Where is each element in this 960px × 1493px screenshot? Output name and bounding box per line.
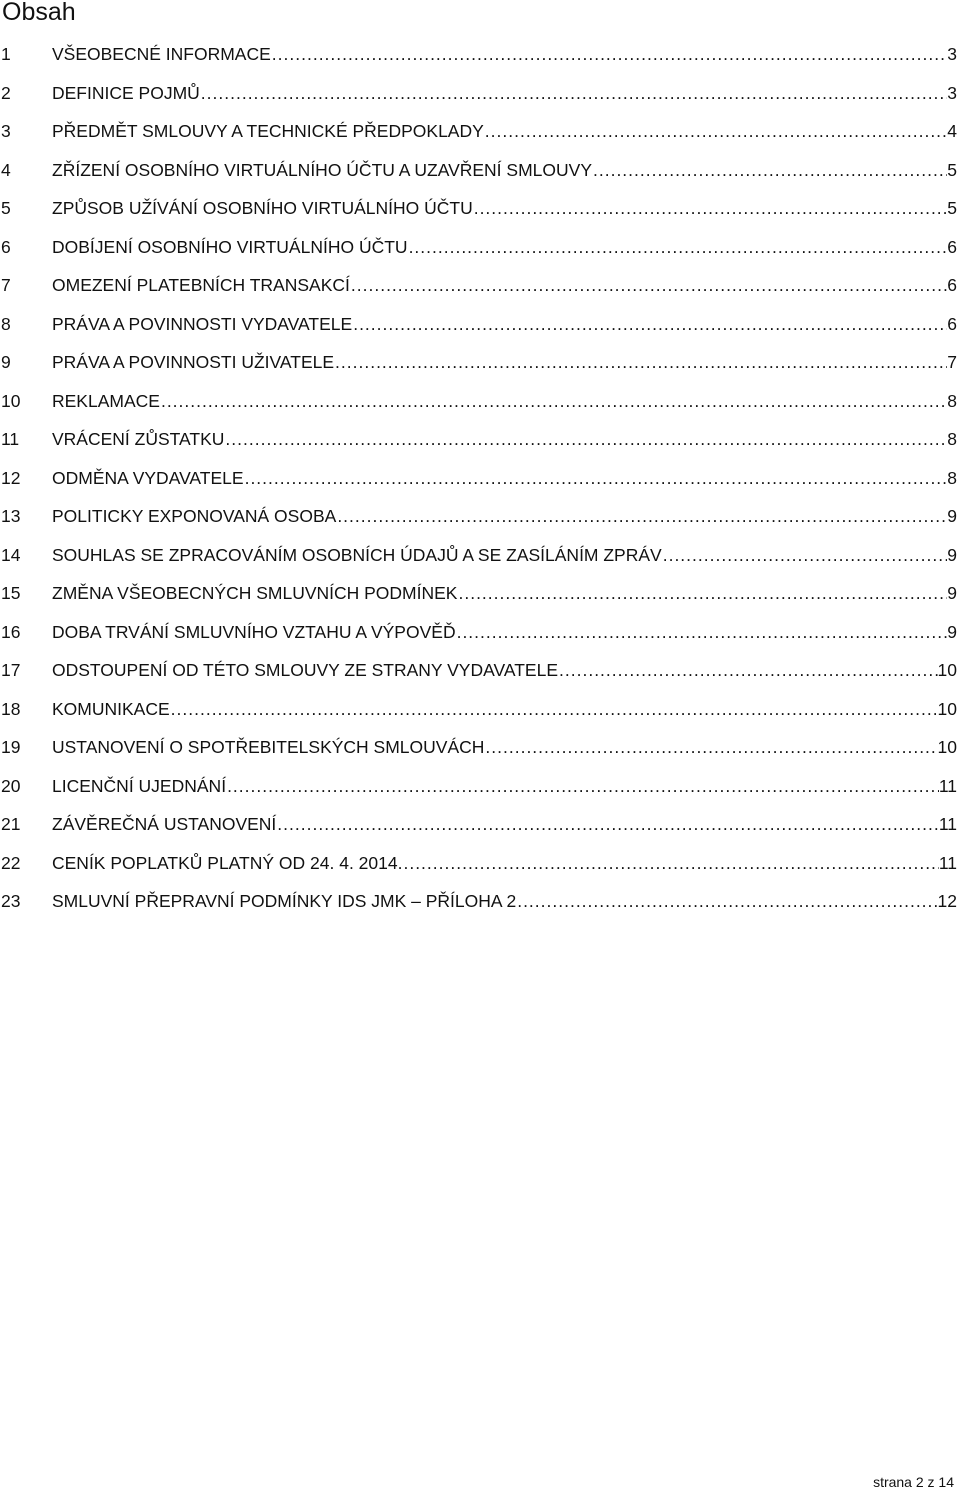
toc-entry-number: 23 (1, 891, 21, 911)
toc-entry-page: 3 (947, 44, 957, 64)
toc-entry-number: 6 (1, 236, 11, 257)
toc-entry-page: 7 (947, 352, 957, 372)
toc-entry-page: 5 (947, 198, 957, 218)
toc-entry[interactable] (0, 228, 960, 267)
toc-dot-leader (457, 574, 947, 613)
toc-entry-page: 9 (947, 583, 957, 603)
toc-dot-leader (336, 497, 947, 536)
toc-list (0, 35, 960, 921)
toc-entry[interactable] (0, 305, 960, 344)
toc-entry-page: 6 (947, 313, 957, 334)
toc-entry-page: 8 (947, 429, 957, 449)
toc-entry-page: 9 (947, 506, 957, 526)
toc-entry[interactable] (0, 35, 960, 74)
toc-dot-leader (473, 189, 948, 228)
toc-dot-leader (484, 728, 937, 767)
toc-entry-number: 2 (1, 82, 11, 103)
toc-entry[interactable] (0, 844, 960, 883)
toc-entry[interactable] (0, 882, 960, 921)
toc-entry-page: 4 (947, 121, 957, 141)
toc-entry-title: USTANOVENÍ O SPOTŘEBITELSKÝCH SMLOUVÁCH (52, 737, 485, 757)
toc-entry-number: 20 (1, 775, 21, 796)
toc-entry-title: DOBÍJENÍ OSOBNÍHO VIRTUÁLNÍHO ÚČTU (52, 236, 408, 257)
toc-entry-title: VRÁCENÍ ZŮSTATKU (52, 429, 225, 449)
toc-title: Obsah (2, 0, 76, 26)
toc-entry[interactable] (0, 574, 960, 613)
toc-dot-leader (350, 266, 947, 305)
toc-entry[interactable] (0, 497, 960, 536)
toc-entry[interactable] (0, 382, 960, 421)
toc-entry-number: 14 (1, 544, 21, 565)
toc-entry-page: 11 (938, 775, 957, 796)
toc-entry-title: KOMUNIKACE (52, 698, 170, 719)
toc-entry-number: 7 (1, 275, 11, 295)
toc-entry-number: 5 (1, 198, 11, 218)
toc-entry-page: 10 (937, 737, 957, 757)
toc-entry-title: ZÁVĚREČNÁ USTANOVENÍ (52, 814, 277, 834)
toc-dot-leader (352, 305, 947, 344)
toc-entry-number: 21 (1, 814, 21, 834)
toc-entry-number: 15 (1, 583, 21, 603)
toc-entry-number: 12 (1, 467, 21, 488)
toc-entry-title: LICENČNÍ UJEDNÁNÍ (52, 775, 227, 796)
toc-dot-leader (271, 35, 947, 74)
toc-entry-number: 8 (1, 313, 11, 334)
toc-entry[interactable] (0, 805, 960, 844)
toc-entry-number: 1 (1, 44, 11, 64)
toc-entry-page: 5 (947, 159, 957, 180)
toc-entry-number: 22 (1, 852, 21, 873)
toc-entry-number: 17 (1, 660, 21, 680)
toc-dot-leader (558, 651, 938, 690)
toc-dot-leader (160, 382, 947, 421)
toc-entry-title: PRÁVA A POVINNOSTI UŽIVATELE (52, 352, 335, 372)
toc-entry-title: ZPŮSOB UŽÍVÁNÍ OSOBNÍHO VIRTUÁLNÍHO ÚČTU (52, 198, 473, 218)
toc-entry-page: 10 (937, 698, 957, 719)
toc-entry[interactable] (0, 343, 960, 382)
toc-entry-number: 13 (1, 506, 21, 526)
toc-entry-title: CENÍK POPLATKŮ PLATNÝ OD 24. 4. 2014. (52, 852, 403, 873)
toc-dot-leader (276, 805, 939, 844)
toc-entry-title: POLITICKY EXPONOVANÁ OSOBA (52, 506, 337, 526)
toc-dot-leader (662, 536, 948, 575)
toc-entry[interactable] (0, 767, 960, 806)
toc-dot-leader (244, 459, 948, 498)
toc-entry[interactable] (0, 151, 960, 190)
toc-entry[interactable] (0, 690, 960, 729)
toc-entry-number: 11 (1, 429, 20, 449)
toc-entry-number: 4 (1, 159, 11, 180)
toc-entry-title: OMEZENÍ PLATEBNÍCH TRANSAKCÍ (52, 275, 350, 295)
toc-entry-title: SOUHLAS SE ZPRACOVÁNÍM OSOBNÍCH ÚDAJŮ A SE ZASÍLÁNÍM ZPRÁV (52, 544, 662, 565)
toc-dot-leader (170, 690, 938, 729)
toc-entry[interactable] (0, 651, 960, 690)
toc-entry[interactable] (0, 536, 960, 575)
toc-entry-page: 8 (947, 467, 957, 488)
toc-entry[interactable] (0, 189, 960, 228)
toc-dot-leader (516, 882, 937, 921)
toc-entry-title: SMLUVNÍ PŘEPRAVNÍ PODMÍNKY IDS JMK – PŘÍLOHA 2 (52, 891, 517, 911)
toc-dot-leader (334, 343, 947, 382)
toc-entry-title: PRÁVA A POVINNOSTI VYDAVATELE (52, 313, 353, 334)
page-number-footer: strana 2 z 14 (873, 1474, 954, 1490)
toc-dot-leader (484, 112, 947, 151)
toc-entry-title: ZMĚNA VŠEOBECNÝCH SMLUVNÍCH PODMÍNEK (52, 583, 458, 603)
toc-entry[interactable] (0, 266, 960, 305)
toc-entry[interactable] (0, 74, 960, 113)
toc-entry-title: VŠEOBECNÉ INFORMACE (52, 44, 271, 64)
toc-entry[interactable] (0, 613, 960, 652)
toc-entry-page: 12 (937, 891, 957, 911)
toc-dot-leader (224, 420, 947, 459)
toc-entry-page: 6 (947, 275, 957, 295)
toc-entry[interactable] (0, 112, 960, 151)
toc-entry-page: 10 (937, 660, 957, 680)
toc-entry[interactable] (0, 420, 960, 459)
toc-entry-number: 19 (1, 737, 21, 757)
toc-dot-leader (456, 613, 948, 652)
toc-entry-page: 9 (947, 621, 957, 642)
toc-entry-number: 18 (1, 698, 21, 719)
toc-dot-leader (200, 74, 947, 113)
toc-entry-page: 11 (938, 814, 957, 834)
toc-entry[interactable] (0, 459, 960, 498)
toc-entry-title: ZŘÍZENÍ OSOBNÍHO VIRTUÁLNÍHO ÚČTU A UZAVŘENÍ SMLOUVY (52, 159, 592, 180)
toc-entry-page: 6 (947, 236, 957, 257)
toc-entry-page: 8 (947, 390, 957, 411)
toc-entry-title: ODMĚNA VYDAVATELE (52, 467, 244, 488)
toc-entry-number: 3 (1, 121, 11, 141)
toc-entry-title: DOBA TRVÁNÍ SMLUVNÍHO VZTAHU A VÝPOVĚĎ (52, 621, 456, 642)
toc-entry-page: 11 (938, 852, 957, 873)
toc-dot-leader (592, 151, 947, 190)
toc-entry-number: 16 (1, 621, 21, 642)
toc-dot-leader (226, 767, 939, 806)
toc-entry-number: 10 (1, 390, 21, 411)
toc-dot-leader (408, 228, 948, 267)
toc-entry-title: PŘEDMĚT SMLOUVY A TECHNICKÉ PŘEDPOKLADY (52, 121, 484, 141)
toc-entry[interactable] (0, 728, 960, 767)
toc-entry-page: 9 (947, 544, 957, 565)
toc-entry-number: 9 (1, 352, 11, 372)
toc-entry-title: DEFINICE POJMŮ (52, 82, 200, 103)
toc-entry-title: REKLAMACE (52, 390, 160, 411)
toc-entry-page: 3 (947, 82, 957, 103)
toc-entry-title: ODSTOUPENÍ OD TÉTO SMLOUVY ZE STRANY VYDAVATELE (52, 660, 559, 680)
toc-dot-leader (402, 844, 938, 883)
